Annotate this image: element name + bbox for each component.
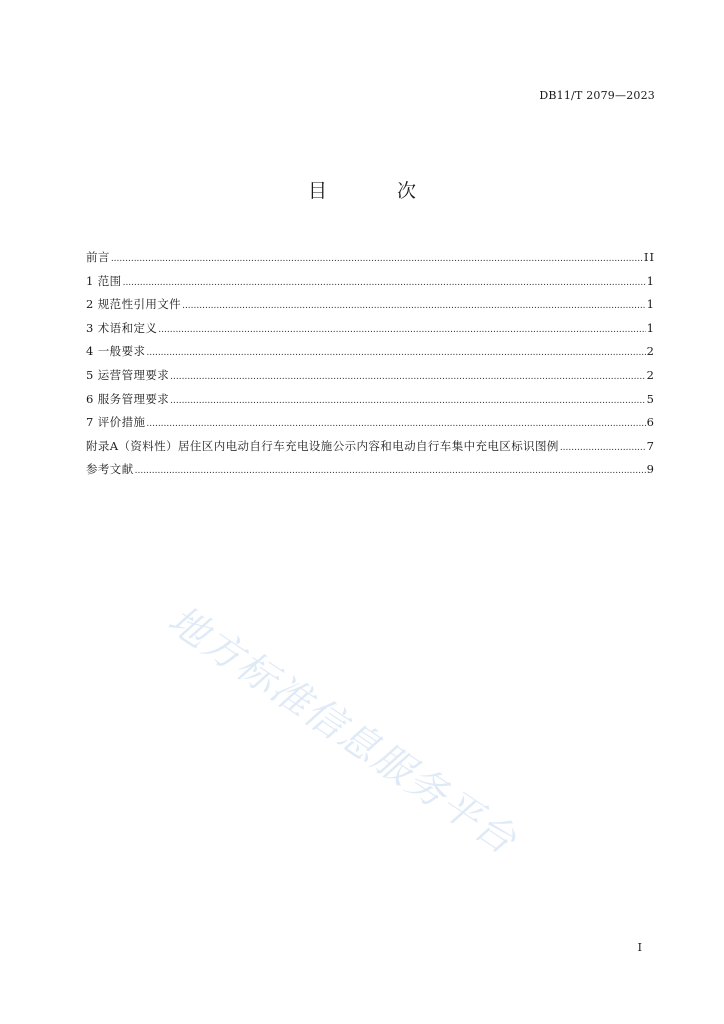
toc-entry-normative-references[interactable] <box>86 296 655 320</box>
toc-entry-label: 3 术语和定义 <box>86 320 158 335</box>
toc-entry-label: 5 运营管理要求 <box>86 367 170 382</box>
toc-leader-dots <box>560 443 646 453</box>
toc-entry-page: 1 <box>646 320 655 335</box>
toc-leader-dots <box>158 325 645 335</box>
toc-entry-page: 2 <box>646 344 655 359</box>
toc-entry-general-requirements[interactable] <box>86 343 655 367</box>
toc-entry-label: 6 服务管理要求 <box>86 391 170 406</box>
toc-entry-label: 附录A（资料性）居住区内电动自行车充电设施公示内容和电动自行车集中充电区标识图例 <box>86 438 559 453</box>
toc-leader-dots <box>111 254 643 264</box>
table-of-contents <box>86 249 655 485</box>
toc-entry-operation-management[interactable] <box>86 367 655 391</box>
toc-entry-label: 4 一般要求 <box>86 344 146 359</box>
toc-entry-terms-definitions[interactable] <box>86 320 655 344</box>
toc-entry-page: 5 <box>646 391 655 406</box>
toc-entry-page: 1 <box>646 273 655 288</box>
toc-entry-page: 2 <box>646 367 655 382</box>
toc-entry-page: 1 <box>646 297 655 312</box>
toc-entry-label: 7 评价措施 <box>86 415 146 430</box>
toc-leader-dots <box>170 396 646 406</box>
page-number: I <box>637 941 642 954</box>
toc-leader-dots <box>146 419 645 429</box>
toc-entry-label: 前言 <box>86 250 110 264</box>
toc-entry-page: 7 <box>646 438 655 453</box>
toc-leader-dots <box>135 466 646 476</box>
toc-entry-foreword[interactable] <box>86 249 655 273</box>
toc-title: 目 次 <box>307 180 449 202</box>
toc-leader-dots <box>170 372 646 382</box>
toc-entry-appendix-a[interactable] <box>86 438 655 462</box>
toc-entry-label: 1 范围 <box>86 273 122 288</box>
toc-entry-page: II <box>643 250 655 264</box>
toc-entry-page: 9 <box>646 462 655 477</box>
toc-entry-page: 6 <box>646 415 655 430</box>
toc-entry-evaluation-measures[interactable] <box>86 414 655 438</box>
toc-entry-scope[interactable] <box>86 273 655 297</box>
watermark-text: 地方标准信息服务平台 <box>159 597 525 865</box>
toc-entry-service-management[interactable] <box>86 391 655 415</box>
toc-entry-bibliography[interactable] <box>86 461 655 485</box>
toc-entry-label: 参考文献 <box>86 462 134 477</box>
standard-code: DB11/T 2079—2023 <box>539 89 655 102</box>
toc-leader-dots <box>146 348 645 358</box>
toc-entry-label: 2 规范性引用文件 <box>86 297 182 312</box>
toc-leader-dots <box>182 301 646 311</box>
toc-leader-dots <box>123 278 646 288</box>
